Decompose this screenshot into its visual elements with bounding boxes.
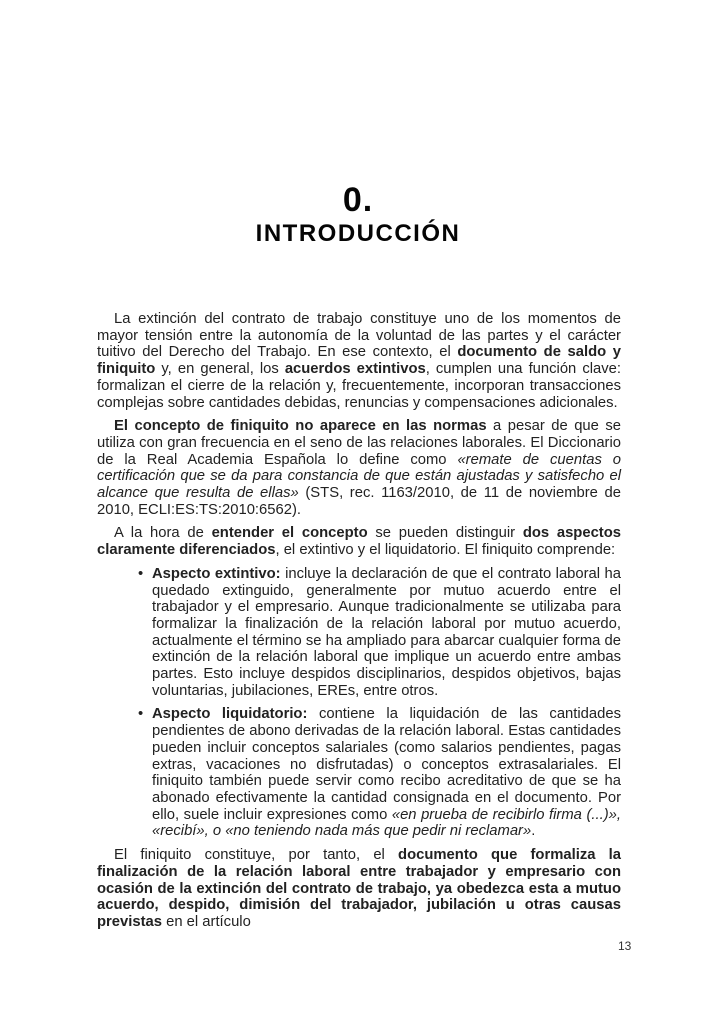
paragraph-aspectos: A la hora de entender el concepto se pueden distinguir dos aspectos claramente diferenciados, el extintivo y el liquidatorio. El finiquito comprende: [97, 525, 622, 559]
bullet-marker: • [138, 565, 144, 582]
bullet-item-aspecto-extintivo [97, 566, 621, 700]
paragraph-concepto: El concepto de finiquito no aparece en las normas a pesar de que se utiliza con gran frecuencia en el seno de las relaciones laborales. El Diccionario de la Real Academia Española lo define como «remate de cuentas o certificación que se da para constancia de que están ajustadas y satisfecho el alcance que resulta de ellas» (STS, rec. 1163/2010, de 11 de noviembre de 2010, ECLI:ES:TS:2010:6562). [97, 418, 622, 518]
chapter-title: INTRODUCCIÓN [255, 220, 461, 247]
page-number: 13 [618, 939, 632, 953]
paragraph-conclusion: El finiquito constituye, por tanto, el documento que formaliza la finalización de la relación laboral entre trabajador y empresario con ocasión de la extinción del contrato de trabajo, ya obedezca esta a mutuo acuerdo, despido, dimisión del trabajador, jubilación u otras causas previstas en el artículo [97, 847, 621, 930]
bullet-text: Aspecto liquidatorio: contiene la liquidación de las cantidades pendientes de abono derivadas de la relación laboral. Estas cantidades pueden incluir conceptos salariales (como salarios pendientes, pagas extras, vacaciones no disfrutadas) o conceptos extrasalariales. El finiquito también puede servir como recibo acreditativo de que se ha abonado efectivamente la cantidad consignada en el documento. Por ello, suele incluir expresiones como «en prueba de recibirlo firma (...)», «recibí», o «no teniendo nada más que pedir ni reclamar». [152, 706, 621, 840]
chapter-number: 0. [342, 181, 374, 219]
chapter-header [0, 183, 716, 246]
paragraph-intro: La extinción del contrato de trabajo constituye uno de los momentos de mayor tensión entre la autonomía de la voluntad de las partes y el carácter tuitivo del Derecho del Trabajo. En ese contexto, el documento de saldo y finiquito y, en general, los acuerdos extintivos, cumplen una función clave: formalizan el cierre de la relación y, frecuentemente, incorporan transacciones complejas sobre cantidades debidas, renuncias y compensaciones adicionales. [97, 311, 622, 411]
bullet-item-aspecto-liquidatorio [97, 706, 621, 840]
body-text [97, 311, 621, 931]
bullet-marker: • [138, 706, 144, 723]
bullet-text: Aspecto extintivo: incluye la declaración de que el contrato laboral ha quedado extinguido, generalmente por mutuo acuerdo entre el trabajador y el empresario. Aunque tradicionalmente se utilizaba para formalizar la finalización de la relación laboral por mutuo acuerdo, actualmente el término se ha ampliado para abarcar cualquier forma de extinción de la relación laboral que implique un acuerdo entre ambas partes. Esto incluye despidos disciplinarios, despidos objetivos, bajas voluntarias, jubilaciones, EREs, entre otros. [152, 565, 621, 699]
